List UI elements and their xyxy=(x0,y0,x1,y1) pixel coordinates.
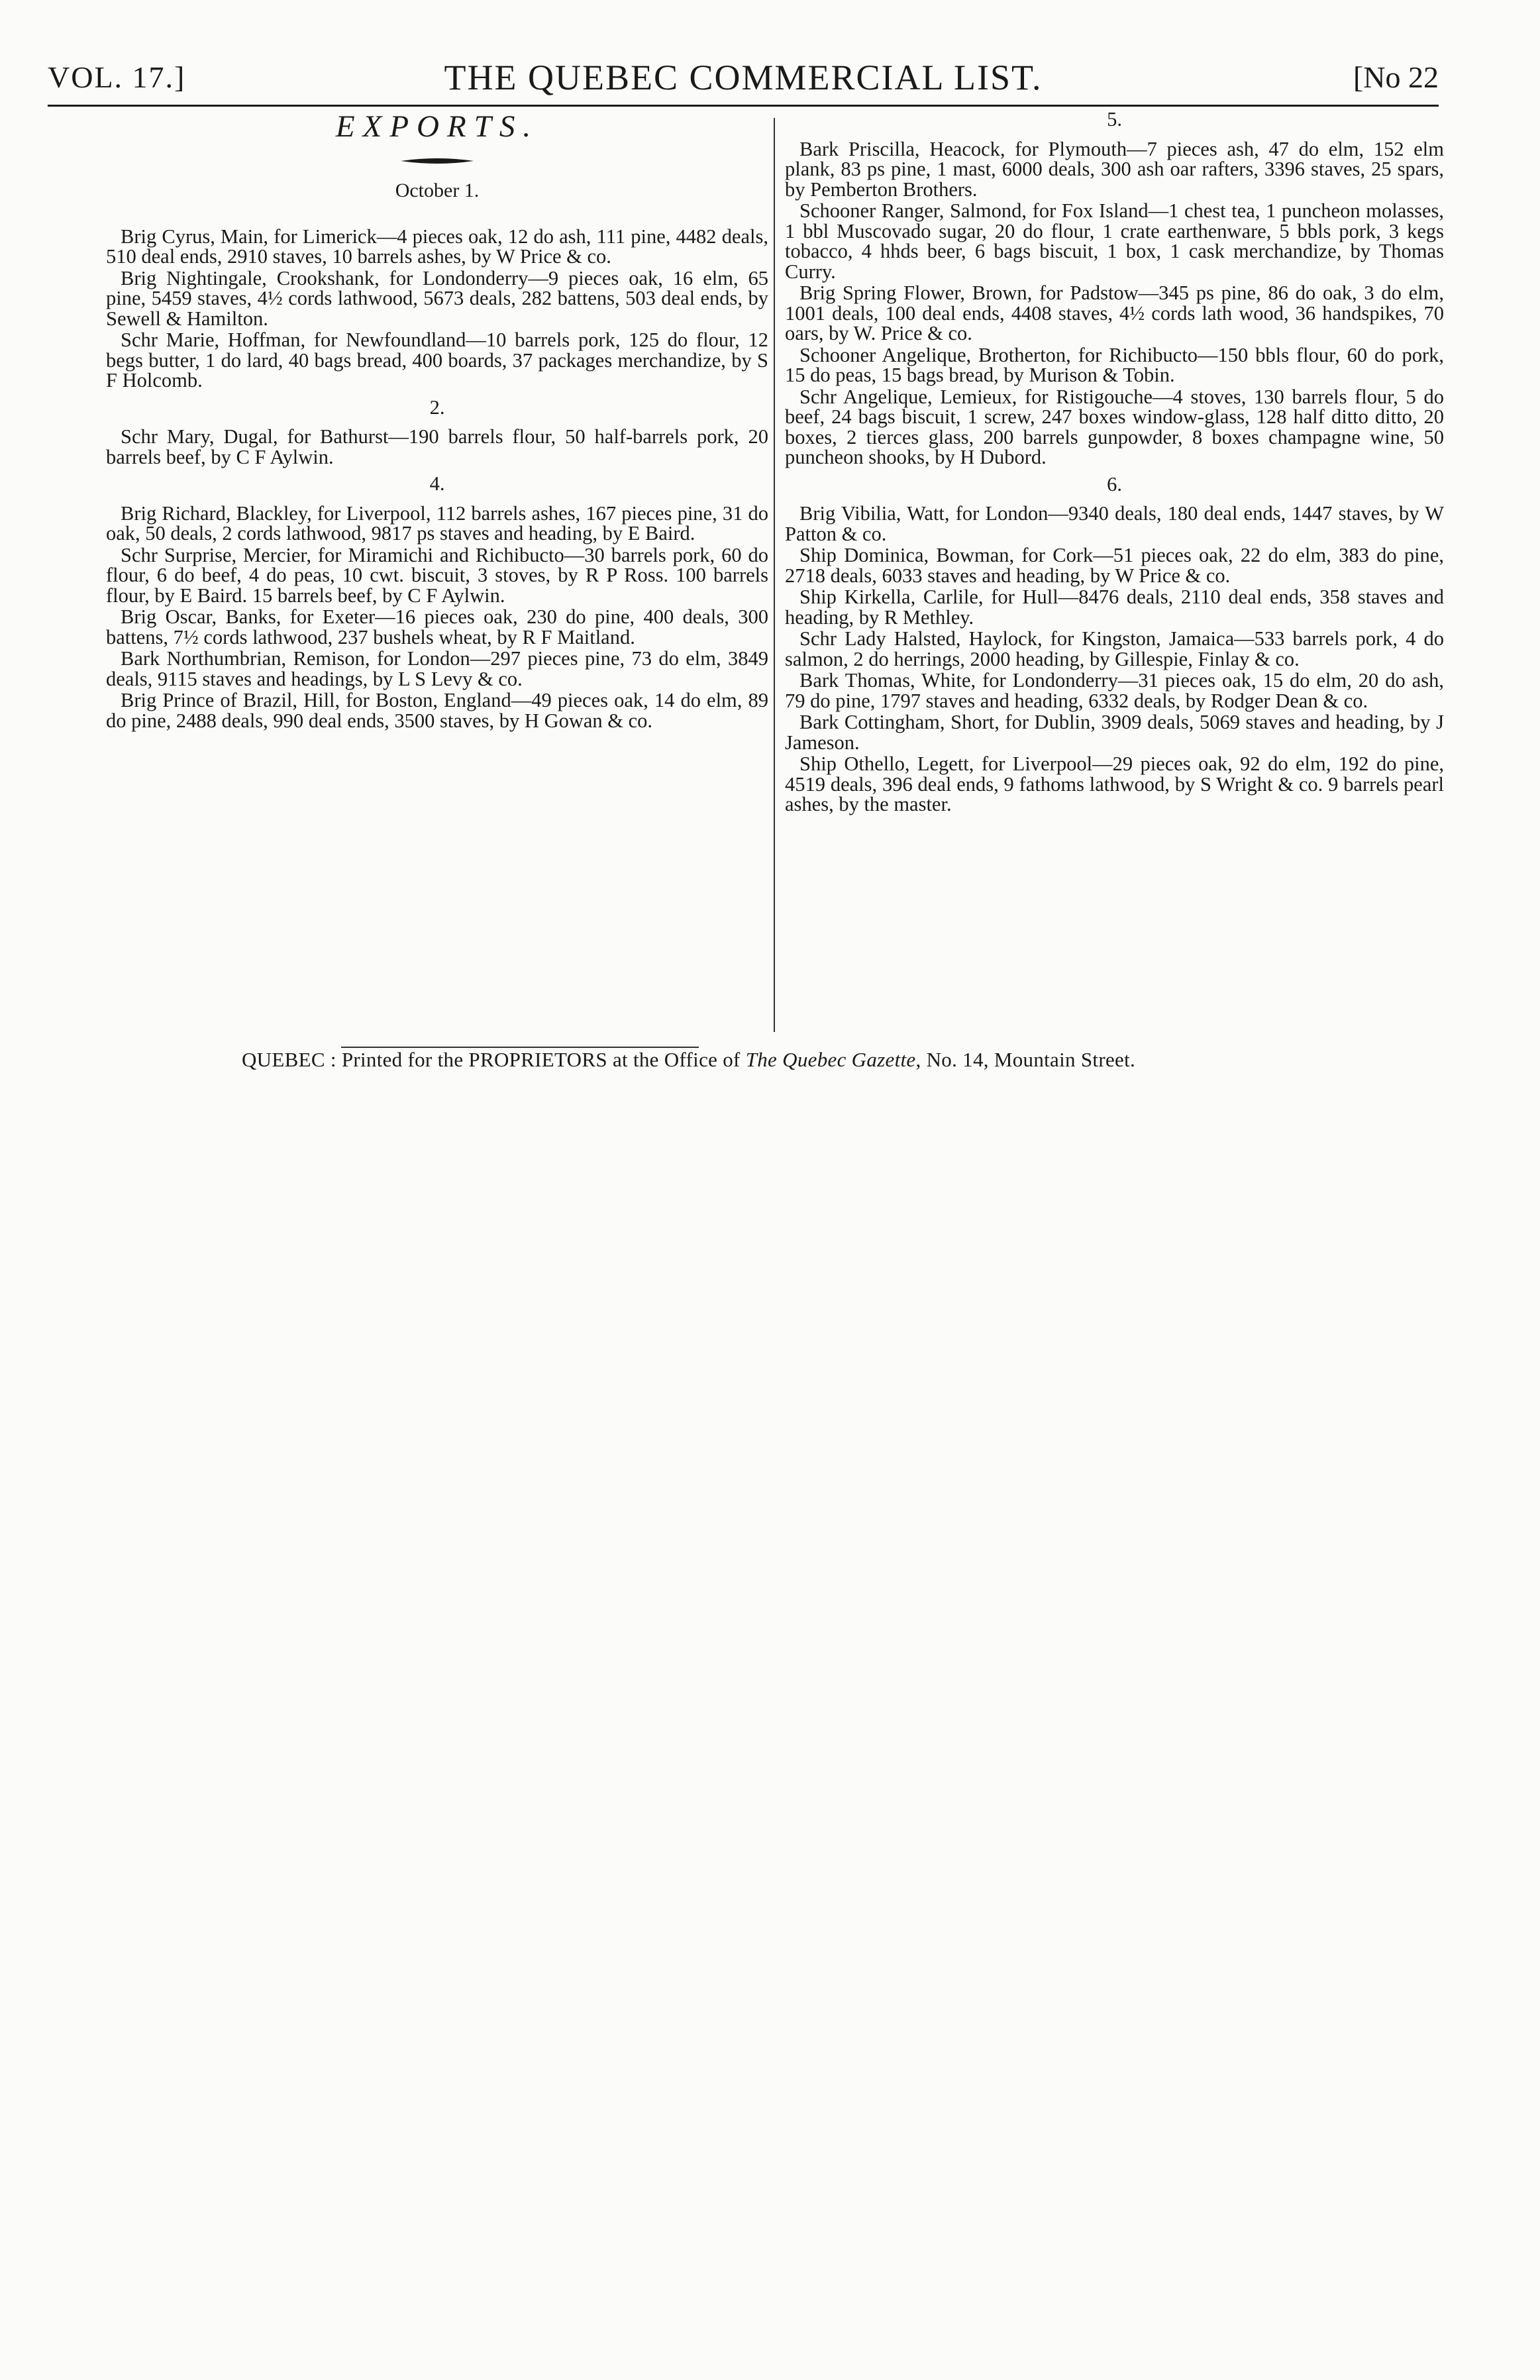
volume-number: VOL. 17.] xyxy=(48,60,186,94)
export-entry: Brig Nightingale, Crookshank, for Londonderry—9 pieces oak, 16 elm, 65 pine, 5459 staves, 4½ cords lathwood, 5673 deals, 282 battens, 503 deal ends, by Sewell & Hamilton. xyxy=(106,266,768,330)
export-entry: Bark Priscilla, Heacock, for Plymouth—7 pieces ash, 47 do elm, 152 elm plank, 83 ps pine, 1 mast, 6000 deals, 300 ash oar rafters, 3396 staves, 25 spars, by Pemberton Brothers. xyxy=(785,137,1444,201)
date-heading: October 1. xyxy=(395,180,480,201)
export-entry: Bark Thomas, White, for Londonderry—31 pieces oak, 15 do elm, 20 do ash, 79 do pine, 1797 staves and heading, 6332 deals, by Rodger Dean & co. xyxy=(785,669,1444,712)
export-entry: Schr Mary, Dugal, for Bathurst—190 barrels flour, 50 half-barrels pork, 20 barrels beef, by C F Aylwin. xyxy=(106,425,768,468)
export-entry: Brig Vibilia, Watt, for London—9340 deals, 180 deal ends, 1447 staves, by W Patton & co. xyxy=(785,502,1444,545)
export-entry: Brig Richard, Blackley, for Liverpool, 112 barrels ashes, 167 pieces pine, 31 do oak, 50 deals, 2 cords lathwood, 9817 ps staves and heading, by E Baird. xyxy=(106,501,768,544)
export-entry: Schooner Ranger, Salmond, for Fox Island—1 chest tea, 1 puncheon molasses, 1 bbl Muscovado sugar, 20 do flour, 1 crate earthenware, 5 bbls pork, 3 kegs tobacco, 4 hhds beer, 6 bags biscuit, 1 box, 1 cask merchandize, by Thomas Curry. xyxy=(785,199,1444,283)
right-column xyxy=(785,109,1444,815)
export-entry: Schr Lady Halsted, Haylock, for Kingston, Jamaica—533 barrels pork, 4 do salmon, 2 do herrings, 2000 heading, by Gillespie, Finlay & co. xyxy=(785,627,1444,670)
export-entry: Ship Othello, Legett, for Liverpool—29 pieces oak, 92 do elm, 192 do pine, 4519 deals, 396 deal ends, 9 fathoms lathwood, by S Wright & co. 9 barrels pearl ashes, by the master. xyxy=(785,752,1444,815)
export-entry: Schr Surprise, Mercier, for Miramichi and Richibucto—30 barrels pork, 60 do flour, 6 do beef, 4 do peas, 10 cwt. biscuit, 3 stoves, by R P Ross. 100 barrels flour, by E Baird. 15 barrels beef, by C F Aylwin. xyxy=(106,543,768,607)
masthead xyxy=(48,60,1439,106)
imprint-paper-name: The Quebec Gazette xyxy=(745,1048,916,1071)
imprint-suffix: , No. 14, Mountain Street. xyxy=(915,1048,1136,1071)
export-entry: Brig Cyrus, Main, for Limerick—4 pieces oak, 12 do ash, 111 pine, 4482 deals, 510 deal ends, 2910 staves, 10 barrels ashes, by W Price & co. xyxy=(106,225,768,268)
left-column xyxy=(106,109,768,731)
export-entry: Schooner Angelique, Brotherton, for Richibucto—150 bbls flour, 60 do pork, 15 do peas, 15 bags bread, by Murison & Tobin. xyxy=(785,343,1444,386)
day-heading: 5. xyxy=(1107,108,1122,130)
section-title: EXPORTS. xyxy=(335,109,539,144)
issue-number: [No 22 xyxy=(1353,60,1439,94)
export-entry: Brig Oscar, Banks, for Exeter—16 pieces oak, 230 do pine, 400 deals, 300 battens, 7½ cords lathwood, 237 bushels wheat, by R F Maitland. xyxy=(106,605,768,648)
export-entry: Schr Marie, Hoffman, for Newfoundland—10 barrels pork, 125 do flour, 12 begs butter, 1 do lard, 40 bags bread, 400 boards, 37 packages merchandize, by S F Holcomb. xyxy=(106,329,768,391)
imprint-prefix: QUEBEC : Printed for the PROPRIETORS at the Office of xyxy=(242,1048,746,1071)
masthead-rule xyxy=(48,105,1439,107)
export-entry: Schr Angelique, Lemieux, for Ristigouche—4 stoves, 130 barrels flour, 5 do beef, 24 bags biscuit, 1 screw, 247 boxes window-glass, 128 half ditto ditto, 20 boxes, 2 tierces glass, 200 barrels gunpowder, 8 boxes champagne wine, 50 puncheon shooks, by H Dubord. xyxy=(785,385,1444,468)
day-heading: 2. xyxy=(429,395,445,419)
column-divider xyxy=(774,118,775,1032)
newspaper-title: THE QUEBEC COMMERCIAL LIST. xyxy=(444,58,1043,97)
export-entry: Brig Spring Flower, Brown, for Padstow—345 ps pine, 86 do oak, 3 do elm, 1001 deals, 100 deal ends, 4408 staves, 4½ cords lath wood, 36 handspikes, 70 oars, by W. Price & co. xyxy=(785,282,1444,344)
imprint-footer xyxy=(242,1048,1135,1072)
day-heading: 4. xyxy=(429,472,445,495)
export-entry: Brig Prince of Brazil, Hill, for Boston, England—49 pieces oak, 14 do elm, 89 do pine, 2488 deals, 990 deal ends, 3500 staves, by H Gowan & co. xyxy=(106,689,768,732)
day-heading: 6. xyxy=(1107,472,1122,495)
ornament-divider xyxy=(401,156,474,166)
export-entry: Bark Cottingham, Short, for Dublin, 3909 deals, 5069 staves and heading, by J Jameson. xyxy=(785,711,1444,754)
export-entry: Ship Dominica, Bowman, for Cork—51 pieces oak, 22 do elm, 383 do pine, 2718 deals, 6033 staves and heading, by W Price & co. xyxy=(785,544,1444,587)
export-entry: Ship Kirkella, Carlile, for Hull—8476 deals, 2110 deal ends, 358 staves and heading, by R Methley. xyxy=(785,586,1444,629)
export-entry: Bark Northumbrian, Remison, for London—297 pieces pine, 73 do elm, 3849 deals, 9115 staves and headings, by L S Levy & co. xyxy=(106,647,768,690)
